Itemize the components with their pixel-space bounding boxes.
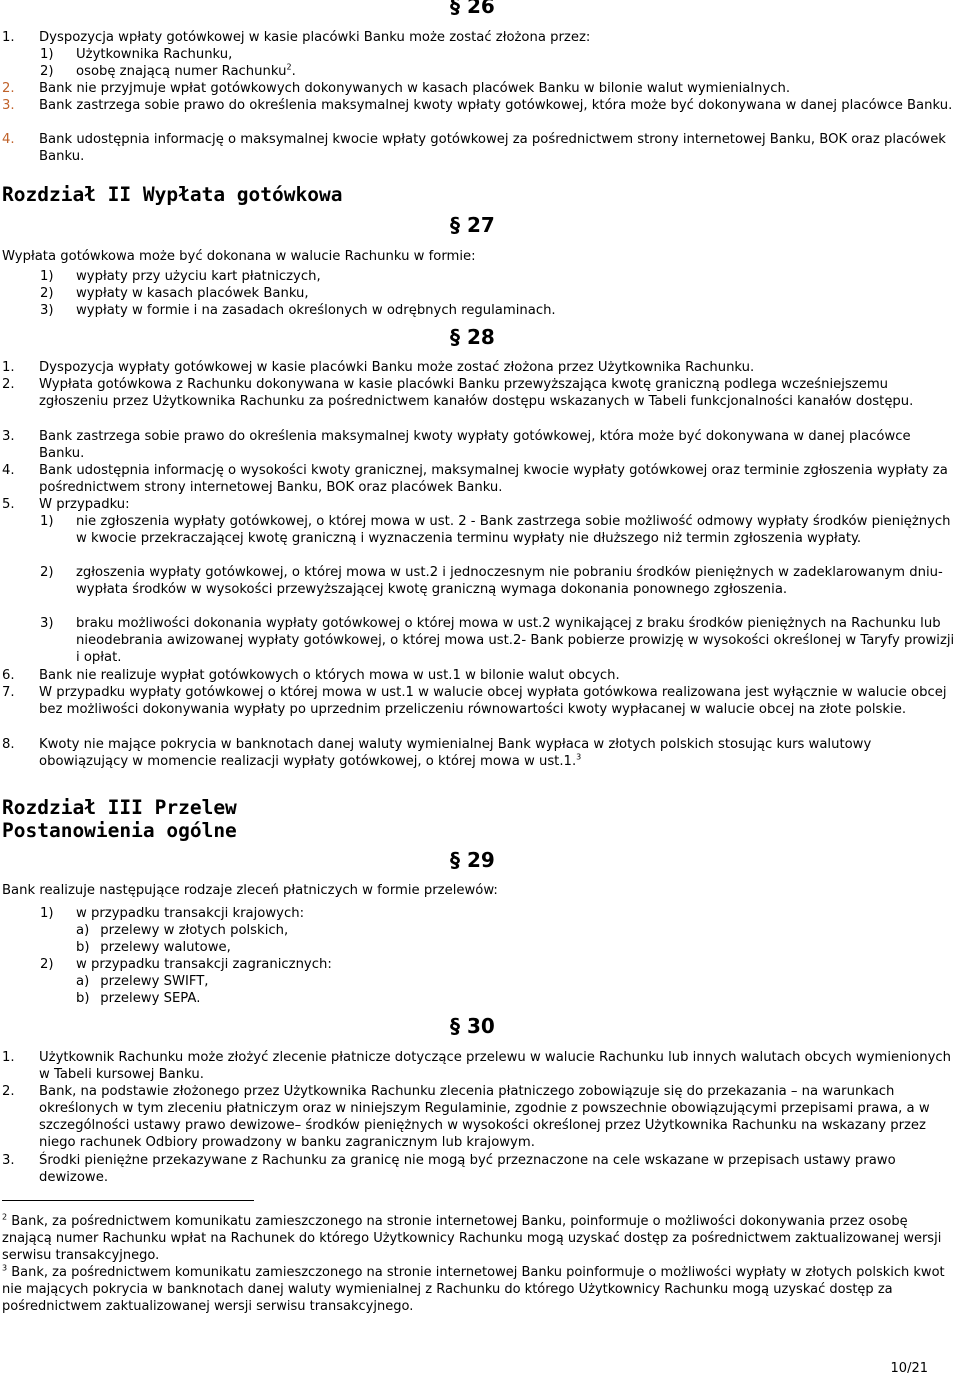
s29-sub-1-a bbox=[76, 922, 288, 939]
s28-item-5 bbox=[2, 496, 958, 513]
sub-text: w przypadku transakcji zagranicznych: bbox=[76, 957, 332, 972]
letter-text: przelewy walutowe, bbox=[100, 940, 231, 955]
sub-text: wypłaty w kasach placówek Banku, bbox=[76, 286, 309, 301]
footnote-text: Bank, za pośrednictwem komunikatu zamieszczonego na stronie internetowej Banku poinformuje o możliwości wypłaty w złotych polskich kwot nie mających pokrycia w banknotach danej waluty wymienialnej z Rachunku do którego Użytkownicy Rachunku mogą uzyskać dostęp za pośrednictwem zaktualizowanej wersji serwisu transakcyjnego. bbox=[2, 1265, 945, 1314]
s28-item-7 bbox=[2, 684, 958, 718]
section-26-symbol: § 26 bbox=[450, 0, 495, 18]
s27-sub-2 bbox=[40, 285, 958, 302]
footnote-separator bbox=[2, 1200, 254, 1201]
sub-text bbox=[76, 63, 958, 80]
s26-item-2 bbox=[2, 80, 958, 97]
s29-sub-2 bbox=[40, 956, 958, 973]
item-number: 3. bbox=[2, 98, 15, 113]
letter: a) bbox=[76, 923, 90, 938]
s26-item-4 bbox=[2, 131, 958, 165]
s29-sub-2-b bbox=[76, 990, 200, 1007]
item-text: W przypadku: bbox=[39, 497, 130, 512]
item-text: Bank udostępnia informację o wysokości kwoty granicznej, maksymalnej kwocie wypłaty gotówkowej oraz terminie zgłoszenia wypłaty za pośrednictwem strony internetowej Banku, BOK oraz placówek Banku. bbox=[39, 463, 948, 495]
section-27-symbol: § 27 bbox=[450, 213, 495, 237]
item-text: Użytkownik Rachunku może złożyć zlecenie płatnicze dotyczące przelewu w walucie Rachunku lub innych walutach obcych wymienionych w Tabeli kursowej Banku. bbox=[39, 1050, 951, 1082]
s26-item-3 bbox=[2, 97, 958, 114]
item-number: 1. bbox=[2, 360, 15, 375]
s28-item-4 bbox=[2, 462, 958, 496]
sub-text: zgłoszenia wypłaty gotówkowej, o której mowa w ust.2 i jednoczesnym nie pobraniu środków pieniężnych w zadeklarowanym dniu- wypłata środków w wysokości przewyższającej kwotę graniczną wymaga dokonania ponownego zgłoszenia. bbox=[76, 565, 943, 597]
s28-item-2 bbox=[2, 376, 958, 410]
sub-number: 2) bbox=[40, 64, 54, 79]
item-number: 4. bbox=[2, 132, 15, 147]
sub-text: Użytkownika Rachunku, bbox=[76, 47, 233, 62]
s29-sub-1-b bbox=[76, 939, 231, 956]
sub-number: 1) bbox=[40, 269, 54, 284]
item-number: 1. bbox=[2, 30, 15, 45]
chapter-3-title: Rozdział III Przelew bbox=[2, 796, 237, 819]
footnote-2 bbox=[2, 1213, 952, 1264]
footnote-3 bbox=[2, 1264, 952, 1315]
sub-text: wypłaty w formie i na zasadach określonych w odrębnych regulaminach. bbox=[76, 303, 556, 318]
sub-text: wypłaty przy użyciu kart płatniczych, bbox=[76, 269, 321, 284]
s27-sub-3 bbox=[40, 302, 958, 319]
s30-item-1 bbox=[2, 1049, 958, 1083]
item-text: Bank nie realizuje wypłat gotówkowych o których mowa w ust.1 w bilonie walut obcych. bbox=[39, 668, 620, 683]
item-number: 3. bbox=[2, 429, 15, 444]
item-text: Dyspozycja wypłaty gotówkowej w kasie placówki Banku może zostać złożona przez Użytkownika Rachunku. bbox=[39, 360, 755, 375]
chapter-2-title: Rozdział II Wypłata gotówkowa bbox=[2, 183, 343, 206]
item-text: Bank zastrzega sobie prawo do określenia maksymalnej kwoty wypłaty gotówkowej, która może być dokonywana w danej placówce Banku. bbox=[39, 429, 911, 461]
sub-number: 2) bbox=[40, 957, 54, 972]
item-text: Bank, na podstawie złożonego przez Użytkownika Rachunku zlecenia płatniczego zobowiązuje się do przekazania – na warunkach określonych w tym zleceniu płatniczym oraz w niniejszym Regulaminie, zgodnie z powszechnie obowiązującymi przepisami prawa, a w szczególności ustawy prawo dewizowe– środków pieniężnych w wysokości określonej przez Użytkownika Rachunku na wskazany przez niego rachunek Odbiory prowadzony w banku zagranicznym lub krajowym. bbox=[39, 1084, 930, 1150]
letter-text: przelewy w złotych polskich, bbox=[100, 923, 289, 938]
item-text: Bank udostępnia informację o maksymalnej kwocie wpłaty gotówkowej za pośrednictwem strony internetowej Banku, BOK oraz placówek Banku. bbox=[39, 132, 946, 164]
item-text: Środki pieniężne przekazywane z Rachunku za granicę nie mogą być przeznaczone na cele wskazane w przepisach ustawy prawo dewizowe. bbox=[39, 1153, 896, 1185]
letter-text: przelewy SWIFT, bbox=[100, 974, 209, 989]
s28-item-8 bbox=[2, 736, 958, 770]
footnote-text: Bank, za pośrednictwem komunikatu zamieszczonego na stronie internetowej Banku, poinformuje o możliwości dokonywania przez osobę znającą numer Rachunku wpłat na Rachunek do którego Użytkownicy Rachunku mogą uzyskać dostęp za pośrednictwem zaktualizowanej wersji serwisu transakcyjnego. bbox=[2, 1214, 942, 1263]
item-number: 6. bbox=[2, 668, 15, 683]
letter: a) bbox=[76, 974, 90, 989]
s26-item-1 bbox=[2, 29, 958, 46]
section-30-symbol: § 30 bbox=[450, 1014, 495, 1038]
s28-sub-2 bbox=[40, 564, 958, 598]
s29-sub-1 bbox=[40, 905, 958, 922]
s28-item-6 bbox=[2, 667, 958, 684]
chapter-3-subtitle: Postanowienia ogólne bbox=[2, 819, 237, 842]
footnote-marker: 3 bbox=[2, 1263, 8, 1273]
s29-intro: Bank realizuje następujące rodzaje zleceń płatniczych w formie przelewów: bbox=[2, 883, 498, 898]
sub-number: 2) bbox=[40, 286, 54, 301]
item-number: 4. bbox=[2, 463, 15, 478]
s30-item-2 bbox=[2, 1083, 958, 1151]
item-text: Bank zastrzega sobie prawo do określenia maksymalnej kwoty wpłaty gotówkowej, która może być dokonywana w danej placówce Banku. bbox=[39, 98, 953, 113]
item-text bbox=[39, 736, 958, 770]
s28-item-3 bbox=[2, 428, 958, 462]
item-number: 1. bbox=[2, 1050, 15, 1065]
sub-number: 3) bbox=[40, 616, 54, 631]
s26-sub-1 bbox=[40, 46, 958, 63]
sub-number: 1) bbox=[40, 47, 54, 62]
letter: b) bbox=[76, 940, 90, 955]
section-28-symbol: § 28 bbox=[450, 325, 495, 349]
s30-item-3 bbox=[2, 1152, 958, 1186]
sub-number: 2) bbox=[40, 565, 54, 580]
s28-item-1 bbox=[2, 359, 958, 376]
letter-text: przelewy SEPA. bbox=[100, 991, 201, 1006]
s28-sub-1 bbox=[40, 513, 958, 547]
sub-text-main: osobę znającą numer Rachunku bbox=[76, 64, 287, 79]
page-number: 10/21 bbox=[890, 1361, 928, 1376]
item-number: 2. bbox=[2, 81, 15, 96]
item-number: 5. bbox=[2, 497, 15, 512]
item-text: Wypłata gotówkowa z Rachunku dokonywana w kasie placówki Banku przewyższająca kwotę graniczną podlega wcześniejszemu zgłoszeniu przez Użytkownika Rachunku za pośrednictwem kanałów dostępu wskazanych w Tabeli funkcjonalności kanałów dostępu. bbox=[39, 377, 914, 409]
sub-text: w przypadku transakcji krajowych: bbox=[76, 906, 305, 921]
section-29-symbol: § 29 bbox=[450, 848, 495, 872]
item-number: 3. bbox=[2, 1153, 15, 1168]
sub-text: braku możliwości dokonania wypłaty gotówkowej o której mowa w ust.2 wynikającej z braku środków pieniężnych na Rachunku lub nieodebrania awizowanej wypłaty gotówkowej, o której mowa ust.2- Bank pobierze prowizję w wysokości określonej w Taryfy prowizji i opłat. bbox=[76, 616, 955, 665]
s27-intro: Wypłata gotówkowa może być dokonana w walucie Rachunku w formie: bbox=[2, 249, 476, 264]
item-number: 2. bbox=[2, 1084, 15, 1099]
sub-number: 1) bbox=[40, 514, 54, 529]
item-text: W przypadku wypłaty gotówkowej o której mowa w ust.1 w walucie obcej wypłata gotówkowa realizowana jest wyłącznie w walucie obcej bez możliwości dokonywania wypłaty po uprzednim przeliczeniu równowartości kwoty wypłacanej w walucie obcej na złote polskie. bbox=[39, 685, 947, 717]
item-text-main: Kwoty nie mające pokrycia w banknotach danej waluty wymienialnej Bank wypłaca w złotych polskich stosując kurs walutowy obowiązujący w momencie realizacji wypłaty gotówkowej, o której mowa w ust.1. bbox=[39, 737, 872, 769]
sub-text-after: . bbox=[291, 64, 296, 79]
sub-number: 3) bbox=[40, 303, 54, 318]
sub-text: nie zgłoszenia wypłaty gotówkowej, o której mowa w ust. 2 - Bank zastrzega sobie możliwość odmowy wypłaty środków pieniężnych w kwocie przekraczającej kwotę graniczną i wyznaczenia terminu wypłaty nie dłuższego niż termin zgłoszenia wypłaty. bbox=[76, 514, 951, 546]
item-number: 7. bbox=[2, 685, 15, 700]
footnote-marker: 2 bbox=[2, 1212, 8, 1222]
footnote-ref-3[interactable]: 3 bbox=[576, 752, 582, 762]
letter: b) bbox=[76, 991, 90, 1006]
item-text: Dyspozycja wpłaty gotówkowej w kasie placówki Banku może zostać złożona przez: bbox=[39, 30, 591, 45]
s28-sub-3 bbox=[40, 615, 958, 666]
footnote-ref-2[interactable]: 2 bbox=[286, 62, 292, 72]
s27-sub-1 bbox=[40, 268, 958, 285]
sub-number: 1) bbox=[40, 906, 54, 921]
s29-sub-2-a bbox=[76, 973, 209, 990]
item-text: Bank nie przyjmuje wpłat gotówkowych dokonywanych w kasach placówek Banku w bilonie walut wymienialnych. bbox=[39, 81, 791, 96]
item-number: 2. bbox=[2, 377, 15, 392]
s26-sub-2 bbox=[40, 63, 958, 80]
item-number: 8. bbox=[2, 737, 15, 752]
